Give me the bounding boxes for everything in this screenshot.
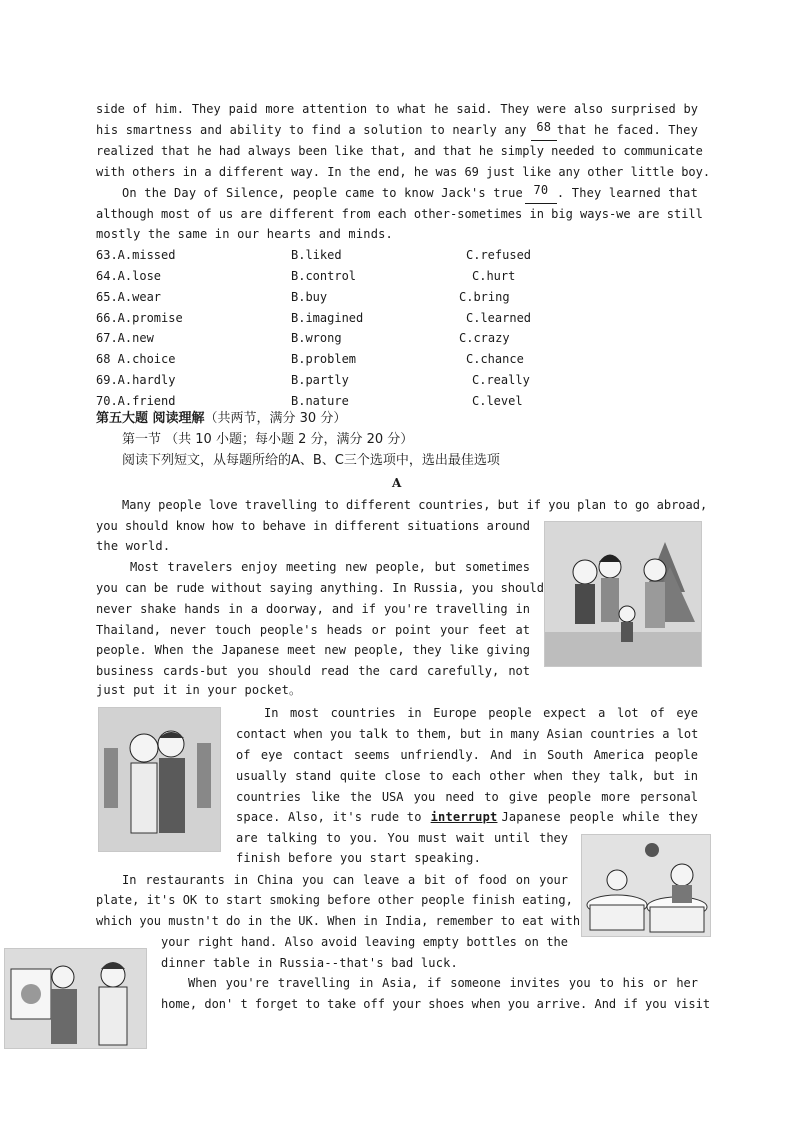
- passage-line: countries like the USA you need to give people more personal: [236, 790, 698, 804]
- section-title: 第五大题 阅读理解: [96, 411, 205, 426]
- passage-line: usually stand quite close to each other when they talk, but in: [236, 769, 698, 783]
- option-a: 65.A.wear: [96, 290, 162, 304]
- passage-line: In most countries in Europe people expect a lot of eye: [264, 706, 698, 720]
- option-c: C.really: [472, 373, 530, 387]
- passage-line: mostly the same in our hearts and minds.: [96, 227, 393, 241]
- passage-line: realized that he had always been like that, and that he simply needed to communicate: [96, 144, 703, 158]
- option-c: C.learned: [466, 311, 532, 325]
- option-a: 67.A.new: [96, 331, 154, 345]
- option-b: B.nature: [291, 394, 349, 408]
- part-heading: 第一节 （共 10 小题；每小题 2 分，满分 20 分）: [122, 432, 414, 447]
- passage-line: just put it in your pocket。: [96, 683, 302, 697]
- passage-line: with others in a different way. In the end, he was 69 just like any other little boy.: [96, 165, 711, 179]
- passage-text: . They learned that: [556, 186, 698, 200]
- blank-68: 68: [531, 120, 557, 141]
- passage-line: Thailand, never touch people's heads or point your feet at: [96, 623, 530, 637]
- passage-line: Most travelers enjoy meeting new people, but sometimes: [130, 560, 530, 574]
- illustration-restaurant: [581, 834, 711, 937]
- option-a: 69.A.hardly: [96, 373, 176, 387]
- passage-line: your right hand. Also avoid leaving empty bottles on the: [161, 935, 568, 949]
- option-c: C.hurt: [472, 269, 516, 283]
- passage-line: although most of us are different from each other-sometimes in big ways-we are still: [96, 207, 703, 221]
- passage-text: that he faced. They: [556, 123, 698, 137]
- passage-line: plate, it's OK to start smoking before other people finish eating,: [96, 893, 573, 907]
- option-c: C.level: [472, 394, 523, 408]
- passage-line: of eye contact seems unfriendly. And in South America people: [236, 748, 698, 762]
- keyword-interrupt: interrupt: [430, 810, 498, 824]
- option-b: B.partly: [291, 373, 349, 387]
- passage-line: you should know how to behave in different situations around: [96, 519, 530, 533]
- passage-line: never shake hands in a doorway, and if you're travelling in: [96, 602, 530, 616]
- passage-line: [122, 183, 698, 204]
- passage-line: finish before you start speaking.: [236, 851, 482, 865]
- blank-70: 70: [525, 183, 557, 204]
- passage-text: his smartness and ability to find a solution to nearly any: [96, 123, 527, 137]
- option-b: B.buy: [291, 290, 328, 304]
- passage-line: [236, 807, 698, 828]
- option-b: B.control: [291, 269, 357, 283]
- passage-line: dinner table in Russia--that's bad luck.: [161, 956, 458, 970]
- option-c: C.crazy: [459, 331, 510, 345]
- passage-line: people. When the Japanese meet new people, they like giving: [96, 643, 530, 657]
- passage-line: When you're travelling in Asia, if someone invites you to his or her: [188, 976, 698, 990]
- section-title-note: （共两节，满分 30 分）: [204, 411, 347, 426]
- section-heading: [96, 408, 346, 429]
- illustration-home-visit: [4, 948, 147, 1049]
- passage-line: In restaurants in China you can leave a bit of food on your: [122, 873, 568, 887]
- passage-line: home, don' t forget to take off your shoes when you arrive. And if you visit: [161, 997, 711, 1011]
- option-b: B.wrong: [291, 331, 342, 345]
- option-b: B.problem: [291, 352, 357, 366]
- passage-line: which you mustn't do in the UK. When in India, remember to eat with: [96, 914, 581, 928]
- passage-line: Many people love travelling to different countries, but if you plan to go abroad,: [122, 498, 708, 512]
- passage-line: [96, 120, 698, 141]
- option-a: 63.A.missed: [96, 248, 176, 262]
- option-c: C.refused: [466, 248, 532, 262]
- illustration-eye-contact: [98, 707, 221, 852]
- option-a: 66.A.promise: [96, 311, 183, 325]
- passage-line: contact when you talk to them, but in many Asian countries a lot: [236, 727, 699, 741]
- passage-line: the world.: [96, 539, 171, 553]
- option-c: C.chance: [466, 352, 524, 366]
- option-b: B.liked: [291, 248, 342, 262]
- passage-line: side of him. They paid more attention to what he said. They were also surprised by: [96, 102, 698, 116]
- passage-text: On the Day of Silence, people came to know Jack's true: [122, 186, 523, 200]
- option-a: 64.A.lose: [96, 269, 162, 283]
- option-a: 68 A.choice: [96, 352, 176, 366]
- option-a: 70.A.friend: [96, 394, 176, 408]
- instruction-text: 阅读下列短文，从每题所给的A、B、C三个选项中，选出最佳选项: [122, 453, 500, 468]
- passage-line: business cards-but you should read the card carefully, not: [96, 664, 530, 678]
- passage-line: you can be rude without saying anything. In Russia, you should: [96, 581, 544, 595]
- passage-text: space. Also, it's rude to: [236, 810, 422, 824]
- option-b: B.imagined: [291, 311, 364, 325]
- illustration-family: [544, 521, 702, 667]
- passage-text: Japanese people while they: [501, 810, 698, 824]
- passage-label: A: [392, 476, 402, 490]
- passage-line: are talking to you. You must wait until they: [236, 831, 568, 845]
- option-c: C.bring: [459, 290, 510, 304]
